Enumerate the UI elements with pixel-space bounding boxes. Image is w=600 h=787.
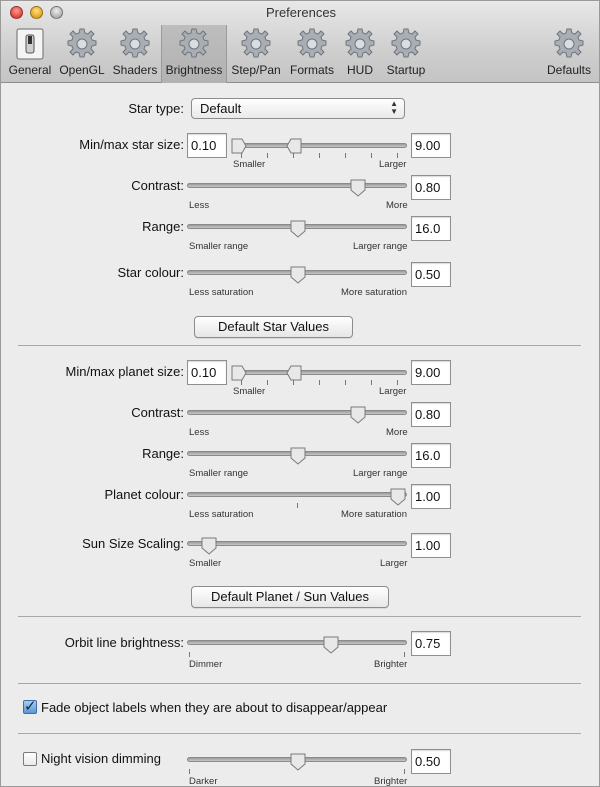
star-range-thumb[interactable] bbox=[289, 220, 307, 238]
tab-shaders[interactable] bbox=[109, 25, 161, 83]
night-vision-checkbox[interactable] bbox=[23, 752, 37, 766]
tab-shaders-label: Shaders bbox=[112, 63, 158, 77]
planet-size-max-caption: Larger bbox=[379, 386, 407, 397]
default-star-values-button[interactable]: Default Star Values bbox=[194, 316, 353, 338]
star-contrast-track bbox=[187, 183, 407, 188]
star-type-label: Star type: bbox=[128, 101, 184, 116]
star-size-min-caption: Smaller bbox=[233, 159, 266, 170]
star-size-min-field[interactable]: 0.10 bbox=[187, 133, 227, 158]
sun-size-min-caption: Smaller bbox=[189, 558, 222, 569]
planet-size-max-field[interactable]: 9.00 bbox=[411, 360, 451, 385]
star-size-max-field[interactable]: 9.00 bbox=[411, 133, 451, 158]
star-size-min-thumb[interactable] bbox=[230, 137, 248, 155]
star-colour-min-caption: Less saturation bbox=[189, 287, 254, 298]
fade-labels-label: Fade object labels when they are about to disappear/appear bbox=[41, 700, 388, 715]
tick bbox=[189, 652, 190, 657]
planet-colour-thumb[interactable] bbox=[389, 488, 407, 506]
fade-labels-checkbox[interactable] bbox=[23, 700, 37, 714]
tick bbox=[397, 153, 398, 158]
tick bbox=[345, 380, 346, 385]
tick bbox=[297, 503, 298, 508]
sun-size-field[interactable]: 1.00 bbox=[411, 533, 451, 558]
star-size-max-thumb[interactable] bbox=[285, 137, 303, 155]
star-contrast-field[interactable]: 0.80 bbox=[411, 175, 451, 200]
orbit-brightness-min-caption: Dimmer bbox=[189, 659, 223, 670]
tick bbox=[371, 153, 372, 158]
planet-colour-label: Planet colour: bbox=[104, 487, 184, 502]
tab-hud[interactable] bbox=[339, 25, 381, 83]
sun-size-track bbox=[187, 541, 407, 546]
tick bbox=[241, 153, 242, 158]
tab-general-label: General bbox=[8, 63, 52, 77]
tab-formats-label: Formats bbox=[289, 63, 334, 77]
tab-defaults-label: Defaults bbox=[546, 63, 592, 77]
up-down-arrows-icon: ▲ ▼ bbox=[390, 99, 398, 116]
separator bbox=[18, 733, 581, 734]
planet-contrast-thumb[interactable] bbox=[349, 406, 367, 424]
planet-contrast-max-caption: More bbox=[386, 427, 408, 438]
night-vision-label: Night vision dimming bbox=[41, 751, 161, 766]
gear-icon bbox=[343, 27, 377, 61]
planet-range-max-caption: Larger range bbox=[353, 468, 408, 479]
planet-contrast-field[interactable]: 0.80 bbox=[411, 402, 451, 427]
tab-brightness[interactable] bbox=[161, 25, 227, 83]
orbit-brightness-label: Orbit line brightness: bbox=[64, 635, 184, 650]
star-type-value: Default bbox=[200, 101, 242, 116]
tick bbox=[293, 153, 294, 158]
planet-colour-max-caption: More saturation bbox=[341, 509, 408, 520]
star-size-track bbox=[233, 143, 407, 148]
tab-general[interactable] bbox=[5, 25, 55, 83]
planet-colour-min-caption: Less saturation bbox=[189, 509, 254, 520]
gear-icon bbox=[177, 27, 211, 61]
planet-contrast-track bbox=[187, 410, 407, 415]
tick bbox=[345, 153, 346, 158]
star-range-min-caption: Smaller range bbox=[189, 241, 249, 252]
planet-size-min-caption: Smaller bbox=[233, 386, 266, 397]
star-contrast-min-caption: Less bbox=[189, 200, 210, 211]
title-bar bbox=[1, 1, 600, 83]
window-title: Preferences bbox=[265, 5, 337, 20]
gear-icon bbox=[239, 27, 273, 61]
tab-hud-label: HUD bbox=[347, 63, 373, 77]
planet-size-max-thumb[interactable] bbox=[285, 364, 303, 382]
orbit-brightness-max-caption: Brighter bbox=[374, 659, 408, 670]
tab-defaults[interactable] bbox=[541, 25, 597, 83]
tab-startup-label: Startup bbox=[386, 63, 426, 77]
gear-icon bbox=[295, 27, 329, 61]
star-colour-label: Star colour: bbox=[117, 265, 184, 280]
gear-icon bbox=[118, 27, 152, 61]
tick bbox=[267, 380, 268, 385]
sun-size-max-caption: Larger bbox=[380, 558, 408, 569]
star-contrast-max-caption: More bbox=[386, 200, 408, 211]
orbit-brightness-thumb[interactable] bbox=[322, 636, 340, 654]
tab-startup[interactable] bbox=[383, 25, 429, 83]
gear-icon bbox=[552, 27, 586, 61]
tick bbox=[404, 769, 405, 774]
star-range-label: Range: bbox=[142, 219, 184, 234]
tick bbox=[293, 380, 294, 385]
tab-opengl-label: OpenGL bbox=[59, 63, 105, 77]
tick bbox=[189, 769, 190, 774]
tab-step-pan-label: Step/Pan bbox=[231, 63, 281, 77]
tab-brightness-label: Brightness bbox=[165, 63, 223, 77]
orbit-brightness-track bbox=[187, 640, 407, 645]
planet-size-label: Min/max planet size: bbox=[65, 364, 184, 379]
planet-range-thumb[interactable] bbox=[289, 447, 307, 465]
planet-range-field[interactable]: 16.0 bbox=[411, 443, 451, 468]
tick bbox=[319, 153, 320, 158]
tick bbox=[371, 380, 372, 385]
tick bbox=[404, 652, 405, 657]
tick bbox=[397, 380, 398, 385]
planet-range-label: Range: bbox=[142, 446, 184, 461]
orbit-brightness-field[interactable]: 0.75 bbox=[411, 631, 451, 656]
planet-size-track bbox=[233, 370, 407, 375]
tick bbox=[319, 380, 320, 385]
star-range-max-caption: Larger range bbox=[353, 241, 408, 252]
planet-colour-track bbox=[187, 492, 407, 497]
star-range-field[interactable]: 16.0 bbox=[411, 216, 451, 241]
star-colour-field[interactable]: 0.50 bbox=[411, 262, 451, 287]
tab-opengl[interactable] bbox=[56, 25, 108, 83]
star-size-max-caption: Larger bbox=[379, 159, 407, 170]
planet-size-min-field[interactable]: 0.10 bbox=[187, 360, 227, 385]
tab-formats[interactable] bbox=[285, 25, 339, 83]
separator bbox=[18, 683, 581, 684]
star-contrast-thumb[interactable] bbox=[349, 179, 367, 197]
star-type-select[interactable] bbox=[191, 98, 405, 119]
sun-size-thumb[interactable] bbox=[200, 537, 218, 555]
switch-icon bbox=[13, 27, 47, 61]
gear-icon bbox=[65, 27, 99, 61]
night-vision-min-caption: Darker bbox=[189, 776, 218, 787]
separator bbox=[18, 616, 581, 617]
night-vision-max-caption: Brighter bbox=[374, 776, 408, 787]
planet-contrast-min-caption: Less bbox=[189, 427, 210, 438]
night-vision-thumb[interactable] bbox=[289, 753, 307, 771]
tick bbox=[267, 153, 268, 158]
tick bbox=[241, 380, 242, 385]
planet-contrast-label: Contrast: bbox=[131, 405, 184, 420]
separator bbox=[18, 345, 581, 346]
star-contrast-label: Contrast: bbox=[131, 178, 184, 193]
checkmark-icon: ✓ bbox=[24, 698, 37, 715]
gear-icon bbox=[389, 27, 423, 61]
default-planet-sun-values-button[interactable]: Default Planet / Sun Values bbox=[191, 586, 389, 608]
planet-range-min-caption: Smaller range bbox=[189, 468, 249, 479]
star-size-label: Min/max star size: bbox=[79, 137, 184, 152]
planet-colour-field[interactable]: 1.00 bbox=[411, 484, 451, 509]
tab-step-pan[interactable] bbox=[229, 25, 283, 83]
planet-size-min-thumb[interactable] bbox=[230, 364, 248, 382]
star-colour-thumb[interactable] bbox=[289, 266, 307, 284]
sun-size-label: Sun Size Scaling: bbox=[82, 536, 184, 551]
star-colour-max-caption: More saturation bbox=[341, 287, 408, 298]
night-vision-field[interactable]: 0.50 bbox=[411, 749, 451, 774]
